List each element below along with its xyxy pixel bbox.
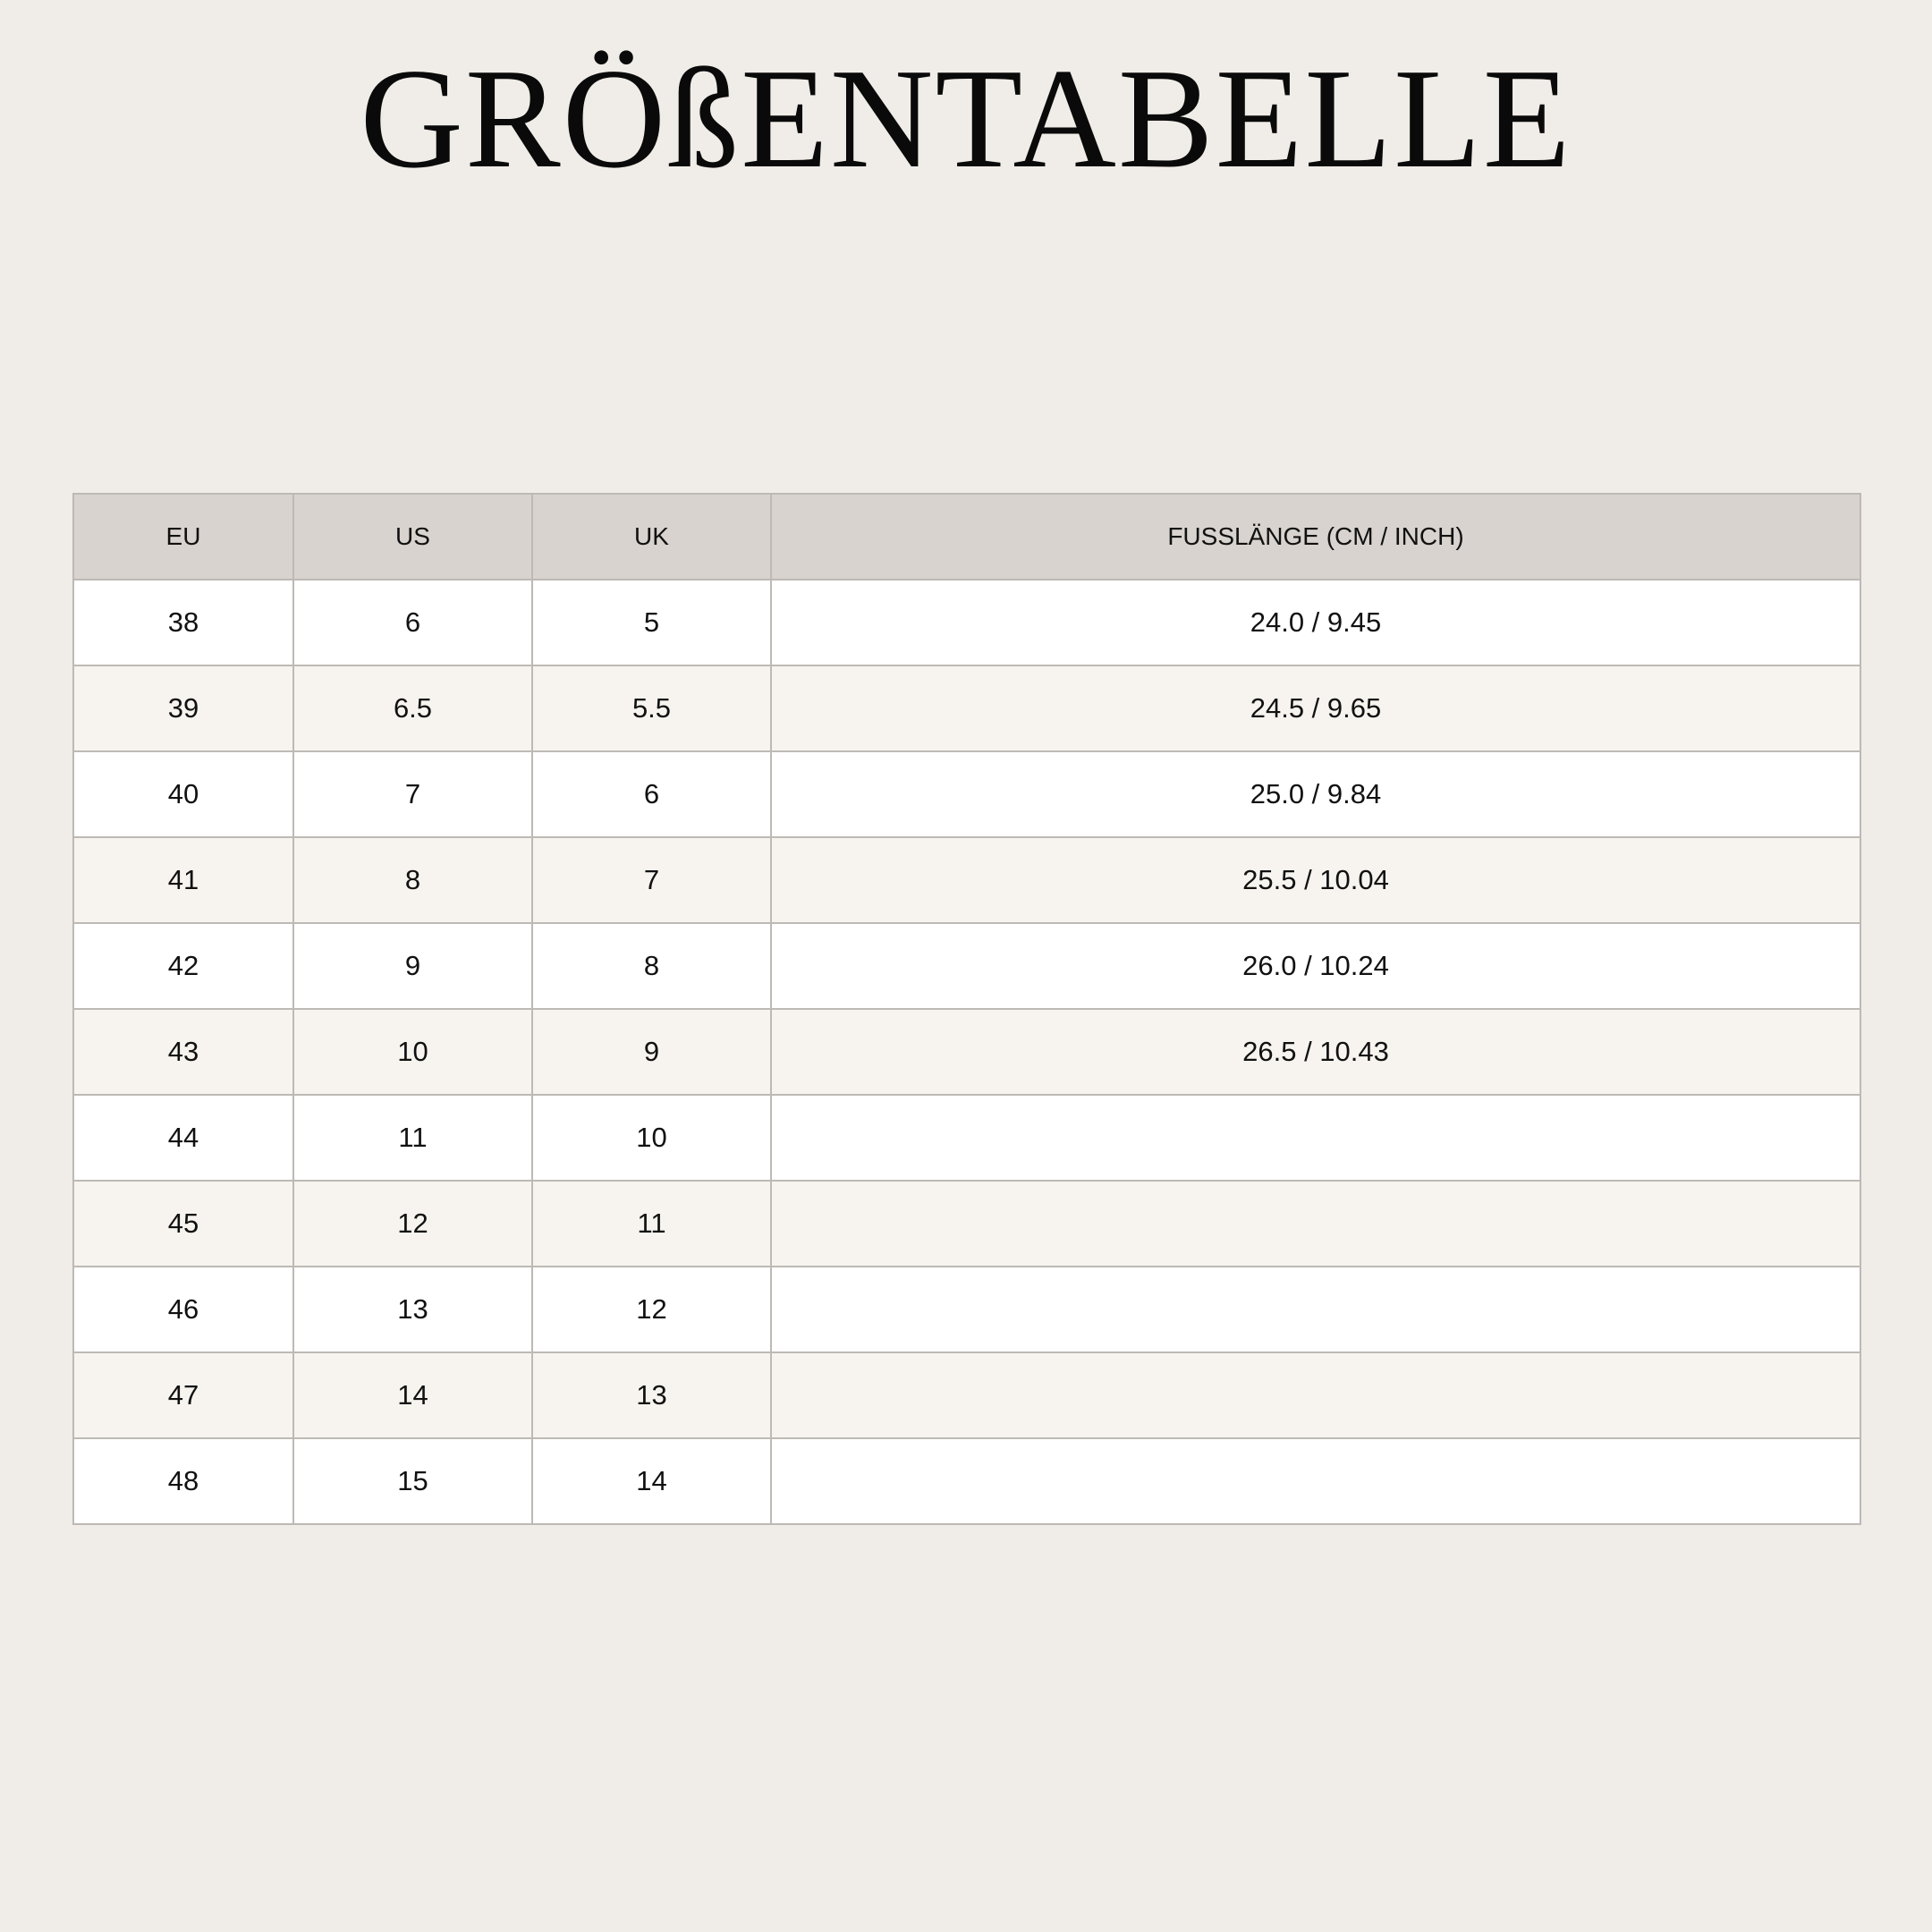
cell-eu: 42 [73,923,293,1009]
cell-eu: 47 [73,1352,293,1438]
cell-uk: 14 [532,1438,771,1524]
cell-us: 14 [293,1352,532,1438]
cell-uk: 7 [532,837,771,923]
cell-us: 11 [293,1095,532,1181]
cell-uk: 13 [532,1352,771,1438]
table-header-row [73,494,1860,580]
cell-foot-length: 24.5 / 9.65 [771,665,1860,751]
table-row [73,1009,1860,1095]
cell-uk: 5.5 [532,665,771,751]
size-chart-table [72,493,1861,1525]
table-row [73,923,1860,1009]
table-row [73,1181,1860,1267]
table-row [73,1267,1860,1352]
cell-uk: 6 [532,751,771,837]
cell-eu: 46 [73,1267,293,1352]
cell-foot-length [771,1181,1860,1267]
cell-us: 6 [293,580,532,665]
cell-eu: 40 [73,751,293,837]
header-uk: UK [532,494,771,580]
cell-us: 15 [293,1438,532,1524]
cell-foot-length: 25.0 / 9.84 [771,751,1860,837]
cell-foot-length [771,1095,1860,1181]
cell-us: 13 [293,1267,532,1352]
cell-eu: 45 [73,1181,293,1267]
table-row [73,751,1860,837]
cell-us: 10 [293,1009,532,1095]
cell-us: 8 [293,837,532,923]
cell-us: 7 [293,751,532,837]
cell-us: 9 [293,923,532,1009]
header-us: US [293,494,532,580]
cell-uk: 8 [532,923,771,1009]
cell-eu: 38 [73,580,293,665]
cell-foot-length: 26.0 / 10.24 [771,923,1860,1009]
cell-uk: 12 [532,1267,771,1352]
cell-foot-length: 26.5 / 10.43 [771,1009,1860,1095]
cell-foot-length: 25.5 / 10.04 [771,837,1860,923]
cell-eu: 41 [73,837,293,923]
cell-foot-length [771,1267,1860,1352]
page-title: GRÖßENTABELLE [360,38,1572,198]
cell-foot-length [771,1352,1860,1438]
header-foot-length: FUSSLÄNGE (CM / INCH) [771,494,1860,580]
table-row [73,1352,1860,1438]
table-row [73,1095,1860,1181]
cell-us: 6.5 [293,665,532,751]
cell-uk: 11 [532,1181,771,1267]
cell-eu: 44 [73,1095,293,1181]
table-row [73,665,1860,751]
table-row [73,1438,1860,1524]
header-eu: EU [73,494,293,580]
cell-eu: 39 [73,665,293,751]
cell-uk: 5 [532,580,771,665]
cell-us: 12 [293,1181,532,1267]
cell-eu: 43 [73,1009,293,1095]
cell-uk: 9 [532,1009,771,1095]
cell-foot-length: 24.0 / 9.45 [771,580,1860,665]
cell-eu: 48 [73,1438,293,1524]
cell-foot-length [771,1438,1860,1524]
table-row [73,580,1860,665]
cell-uk: 10 [532,1095,771,1181]
table-row [73,837,1860,923]
